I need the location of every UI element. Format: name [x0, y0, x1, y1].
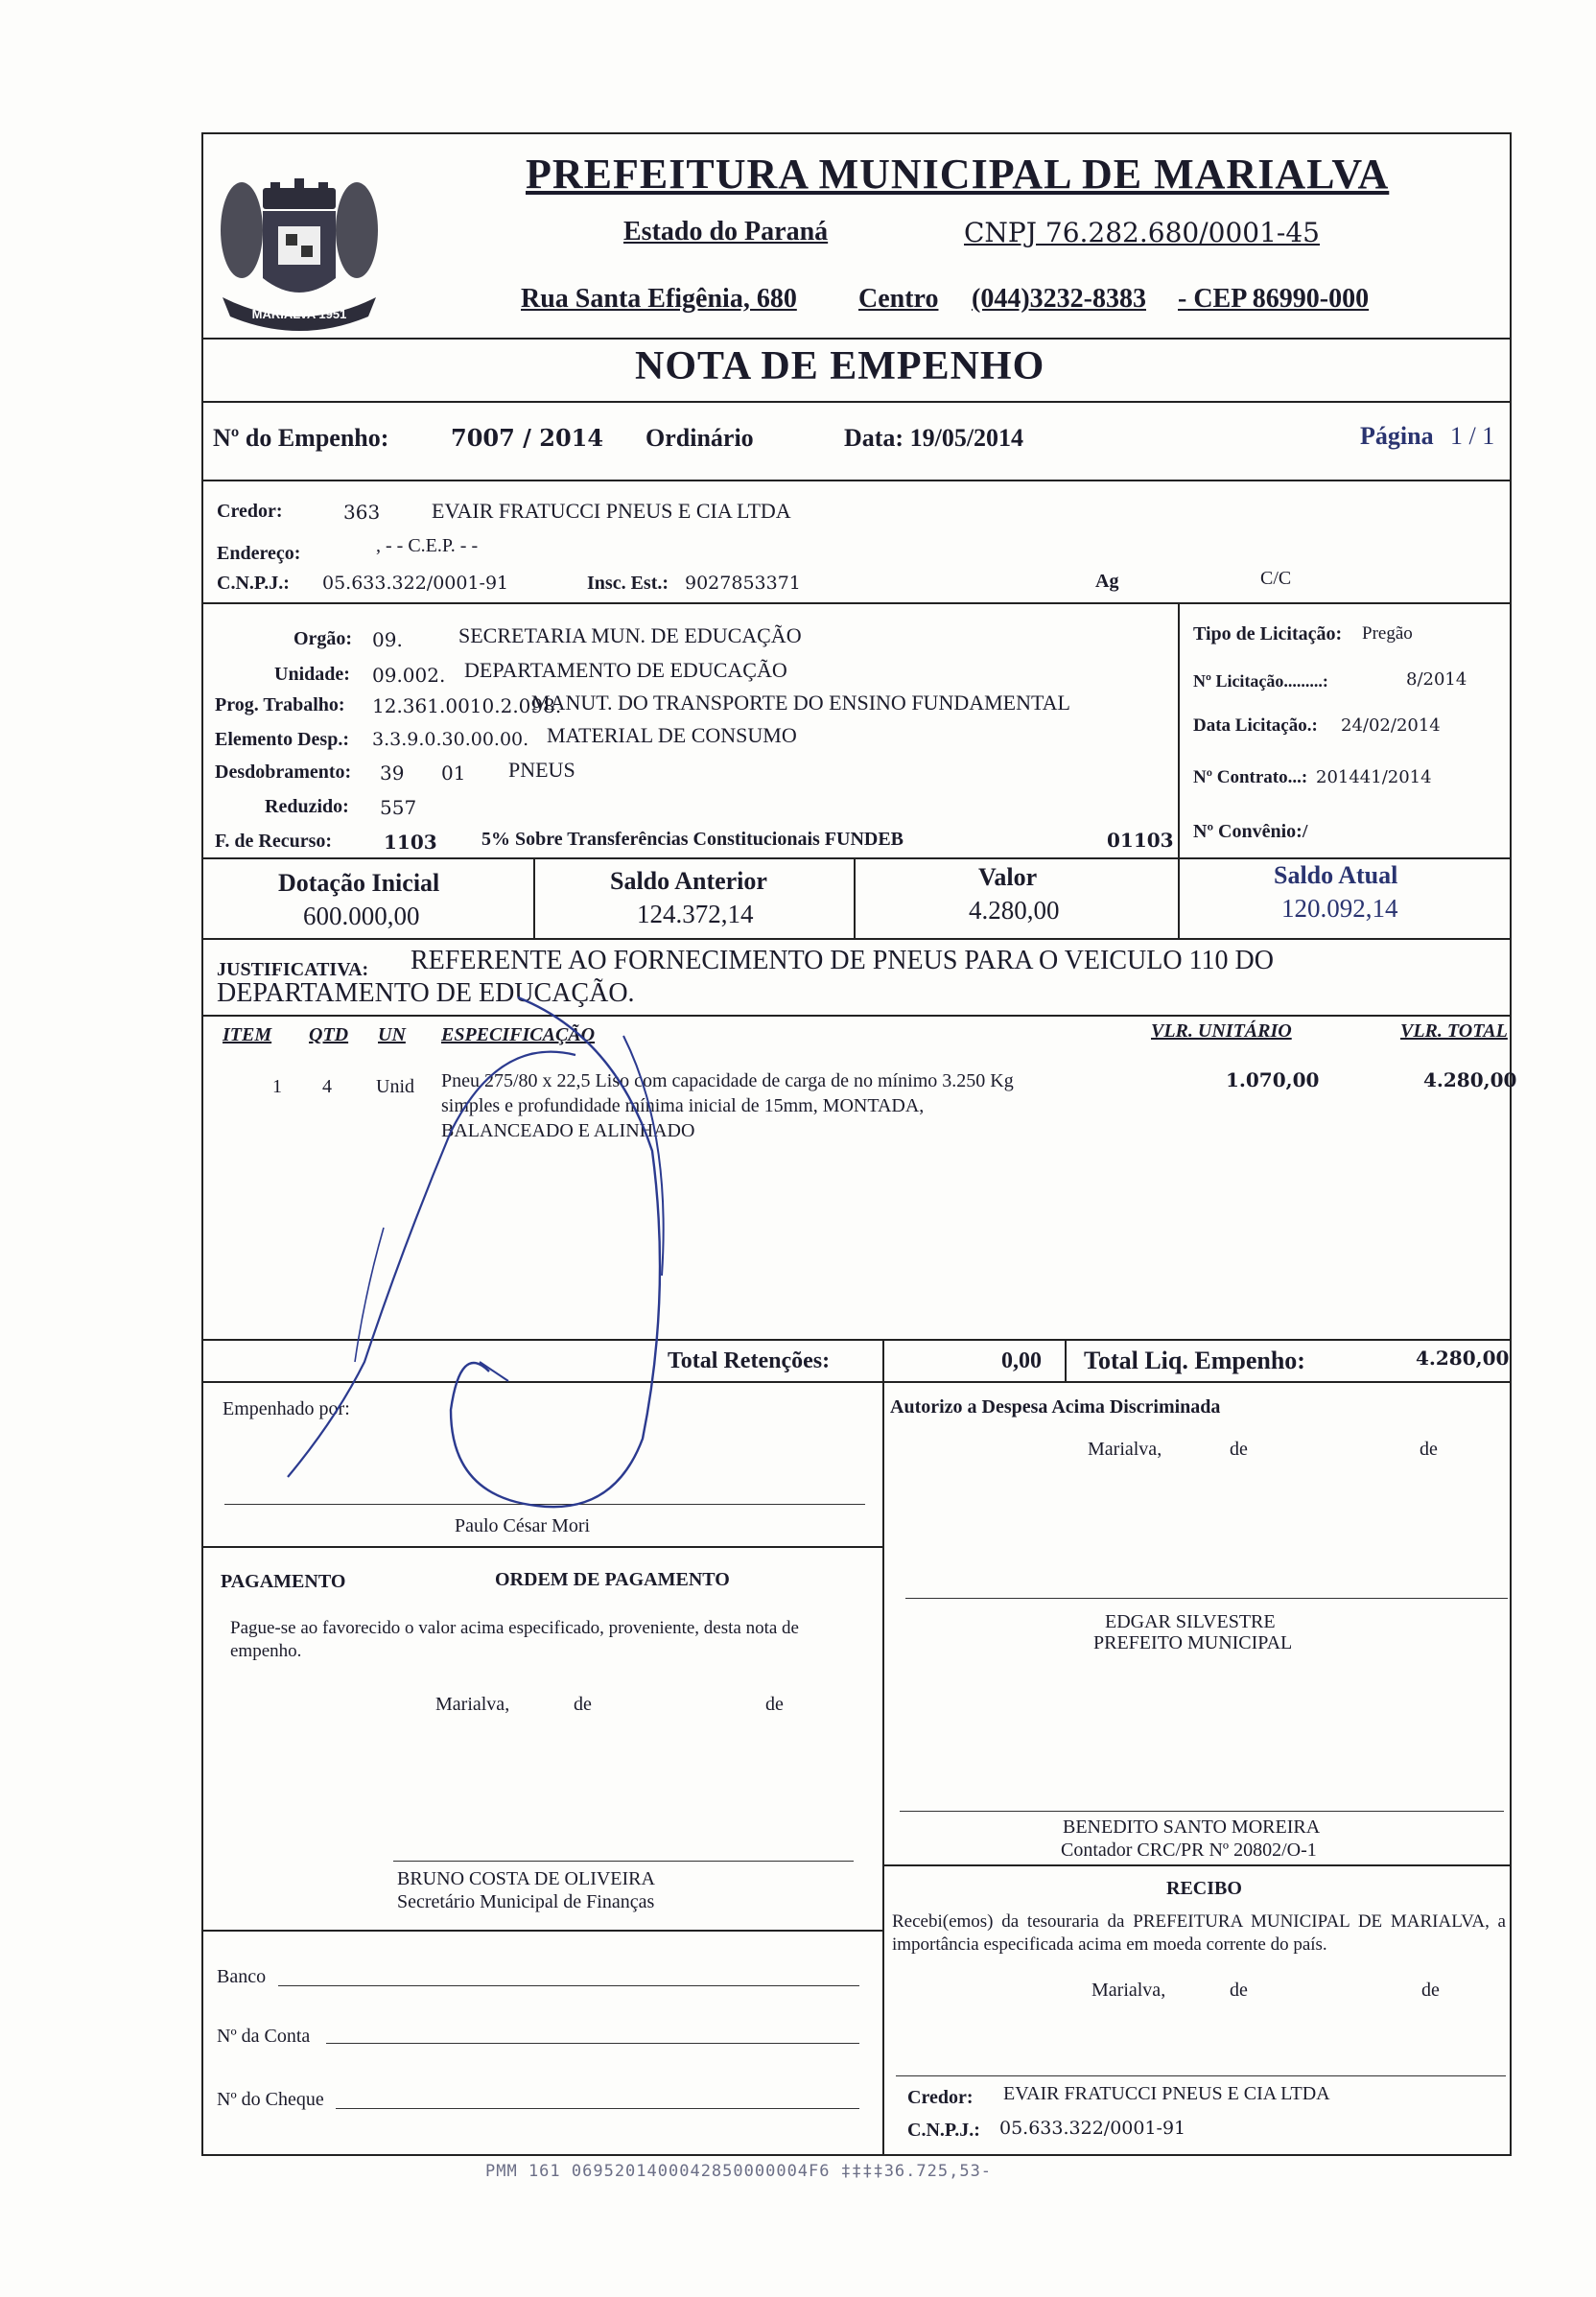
licitacao-number-label: Nº Licitação.........: [1193, 671, 1328, 691]
district: Centro [858, 284, 939, 314]
contador-name: BENEDITO SANTO MOREIRA [1063, 1817, 1321, 1838]
empenho-number: 7007 / 2014 [451, 424, 604, 452]
convenio-label: Nº Convênio:/ [1193, 821, 1308, 842]
item-desc-line3: BALANCEADO E ALINHADO [441, 1120, 695, 1141]
valor-value: 4.280,00 [969, 896, 1060, 925]
contrato-label: Nº Contrato...: [1193, 767, 1308, 787]
licitacao-number-value: 8/2014 [1406, 669, 1467, 690]
secretario-name: BRUNO COSTA DE OLIVEIRA [397, 1868, 655, 1889]
reduzido-label: Reduzido: [265, 796, 349, 817]
contador-role: Contador CRC/PR Nº 20802/O-1 [1061, 1840, 1317, 1861]
reduzido-value: 557 [380, 796, 417, 819]
item-qtd: 4 [322, 1076, 332, 1097]
autorizo-de2: de [1420, 1439, 1438, 1460]
secretario-role: Secretário Municipal de Finanças [397, 1891, 655, 1912]
pague-se-text: Pague-se ao favorecido o valor acima especificado, proveniente, desta nota de empenho. [230, 1618, 799, 1661]
insc-label: Insc. Est.: [587, 573, 669, 594]
recurso-label: F. de Recurso: [215, 831, 333, 852]
municipal-cnpj: CNPJ 76.282.680/0001-45 [964, 217, 1320, 248]
unidade-label: Unidade: [274, 664, 350, 685]
recibo-cnpj-value: 05.633.322/0001-91 [999, 2118, 1186, 2139]
recibo-de1: de [1230, 1980, 1248, 2001]
elemento-name: MATERIAL DE CONSUMO [547, 723, 797, 747]
empenho-label: Nº do Empenho: [213, 424, 389, 452]
recibo-city: Marialva, [1091, 1980, 1166, 2001]
licitacao-type-label: Tipo de Licitação: [1193, 623, 1343, 645]
col-qtd: QTD [309, 1024, 349, 1045]
item-valor-unitario: 1.070,00 [1226, 1068, 1320, 1091]
valor-label: Valor [978, 863, 1038, 891]
prefeito-role: PREFEITO MUNICIPAL [1093, 1632, 1293, 1653]
saldo-atual-value: 120.092,14 [1281, 894, 1398, 923]
licitacao-date-value: 24/02/2014 [1341, 715, 1441, 736]
address-value: , - - C.E.P. - - [376, 535, 479, 556]
item-number: 1 [272, 1076, 282, 1097]
prog-name: MANUT. DO TRANSPORTE DO ENSINO FUNDAMENTAL [531, 691, 1070, 715]
credor-label: Credor: [217, 501, 283, 522]
saldo-anterior-label: Saldo Anterior [610, 867, 767, 895]
item-valor-total: 4.280,00 [1423, 1068, 1517, 1091]
cheque-label: Nº do Cheque [217, 2089, 324, 2110]
prog-code: 12.361.0010.2.098. [372, 694, 562, 717]
autorizo-text: Autorizo a Despesa Acima Discriminada [890, 1396, 1221, 1418]
desdobramento-name: PNEUS [508, 758, 575, 782]
col-especificacao: ESPECIFICAÇÃO [441, 1024, 596, 1045]
pagamento-city: Marialva, [435, 1694, 510, 1715]
orgao-name: SECRETARIA MUN. DE EDUCAÇÃO [458, 623, 802, 647]
street-address: Rua Santa Efigênia, 680 [521, 284, 797, 314]
licitacao-type-value: Pregão [1362, 623, 1413, 644]
empenhado-label: Empenhado por: [223, 1398, 350, 1419]
recibo-credor-name: EVAIR FRATUCCI PNEUS E CIA LTDA [1003, 2083, 1330, 2104]
empenho-date: Data: 19/05/2014 [844, 424, 1024, 452]
recurso-code: 1103 [384, 831, 437, 854]
item-un: Unid [376, 1076, 414, 1097]
recibo-title: RECIBO [1166, 1878, 1242, 1899]
justificativa-line1: REFERENTE AO FORNECIMENTO DE PNEUS PARA O VEICULO 110 DO [411, 946, 1274, 975]
col-un: UN [378, 1024, 406, 1045]
state-name: Estado do Paraná [623, 217, 829, 246]
total-liquido-value: 4.280,00 [1416, 1347, 1510, 1370]
total-liquido-label: Total Liq. Empenho: [1084, 1347, 1305, 1374]
saldo-atual-label: Saldo Atual [1274, 861, 1398, 889]
item-desc-line1: Pneu 275/80 x 22,5 Liso com capacidade de carga de no mínimo 3.250 Kg [441, 1070, 1014, 1091]
dotacao-inicial-value: 600.000,00 [303, 902, 420, 930]
recurso-name: 5% Sobre Transferências Constitucionais FUNDEB [481, 829, 904, 850]
recibo-credor-label: Credor: [907, 2087, 974, 2108]
postal-code: - CEP 86990-000 [1178, 284, 1370, 314]
credor-cnpj-value: 05.633.322/0001-91 [322, 573, 509, 594]
page-label: Página [1360, 422, 1434, 450]
empenho-type: Ordinário [645, 424, 754, 452]
justificativa-label: JUSTIFICATIVA: [217, 959, 369, 980]
licitacao-date-label: Data Licitação.: [1193, 715, 1318, 736]
total-retencoes-value: 0,00 [1001, 1348, 1042, 1373]
justificativa-line2: DEPARTAMENTO DE EDUCAÇÃO. [217, 978, 635, 1008]
ordem-pagamento-label: ORDEM DE PAGAMENTO [495, 1569, 730, 1590]
dotacao-inicial-label: Dotação Inicial [278, 869, 440, 897]
col-item: ITEM [223, 1024, 272, 1045]
prog-label: Prog. Trabalho: [215, 694, 345, 715]
recurso-extra: 01103 [1107, 829, 1174, 852]
contrato-value: 201441/2014 [1316, 767, 1432, 787]
recibo-text: Recebi(emos) da tesouraria da PREFEITURA MUNICIPAL DE MARIALVA, a importância especificada acima em moeda corrente do país. [892, 1911, 1506, 1955]
empenhado-name: Paulo César Mori [455, 1515, 591, 1536]
col-valor-total: VLR. TOTAL [1400, 1020, 1508, 1042]
recibo-cnpj-label: C.N.P.J.: [907, 2120, 980, 2141]
pagamento-de1: de [574, 1694, 592, 1715]
account-label: C/C [1260, 568, 1292, 589]
desdobramento-sub: 01 [441, 762, 466, 785]
conta-label: Nº da Conta [217, 2026, 311, 2047]
credor-code: 363 [343, 501, 381, 524]
insc-value: 9027853371 [685, 573, 801, 594]
saldo-anterior-value: 124.372,14 [637, 900, 754, 928]
elemento-label: Elemento Desp.: [215, 729, 349, 750]
footer-code: PMM 161 0695201400042850000004F6 ‡‡‡‡36.725,53- [485, 2162, 993, 2181]
pagamento-de2: de [765, 1694, 784, 1715]
svg-text:MARIALVA 1951: MARIALVA 1951 [251, 307, 347, 321]
desdobramento-code: 39 [380, 762, 405, 785]
agency-label: Ag [1095, 571, 1119, 592]
item-desc-line2: simples e profundidade mínima inicial de 15mm, MONTADA, [441, 1095, 925, 1116]
elemento-code: 3.3.9.0.30.00.00. [372, 729, 529, 750]
unidade-name: DEPARTAMENTO DE EDUCAÇÃO [464, 658, 787, 682]
credor-cnpj-label: C.N.P.J.: [217, 573, 290, 594]
phone: (044)3232-8383 [972, 284, 1146, 314]
orgao-code: 09. [372, 628, 403, 651]
col-valor-unitario: VLR. UNITÁRIO [1151, 1020, 1292, 1042]
recibo-de2: de [1421, 1980, 1440, 2001]
prefeito-name: EDGAR SILVESTRE [1105, 1611, 1276, 1632]
page-number: 1 / 1 [1450, 422, 1495, 450]
unidade-code: 09.002. [372, 664, 446, 687]
document-title: NOTA DE EMPENHO [635, 344, 1045, 388]
autorizo-city: Marialva, [1088, 1439, 1162, 1460]
credor-name: EVAIR FRATUCCI PNEUS E CIA LTDA [432, 499, 791, 523]
autorizo-de1: de [1230, 1439, 1248, 1460]
address-label: Endereço: [217, 543, 301, 564]
total-retencoes-label: Total Retenções: [668, 1348, 831, 1373]
desdobramento-label: Desdobramento: [215, 762, 352, 783]
banco-label: Banco [217, 1966, 267, 1987]
orgao-label: Orgão: [293, 628, 353, 649]
municipality-title: PREFEITURA MUNICIPAL DE MARIALVA [526, 151, 1390, 198]
pagamento-label: PAGAMENTO [221, 1571, 346, 1592]
